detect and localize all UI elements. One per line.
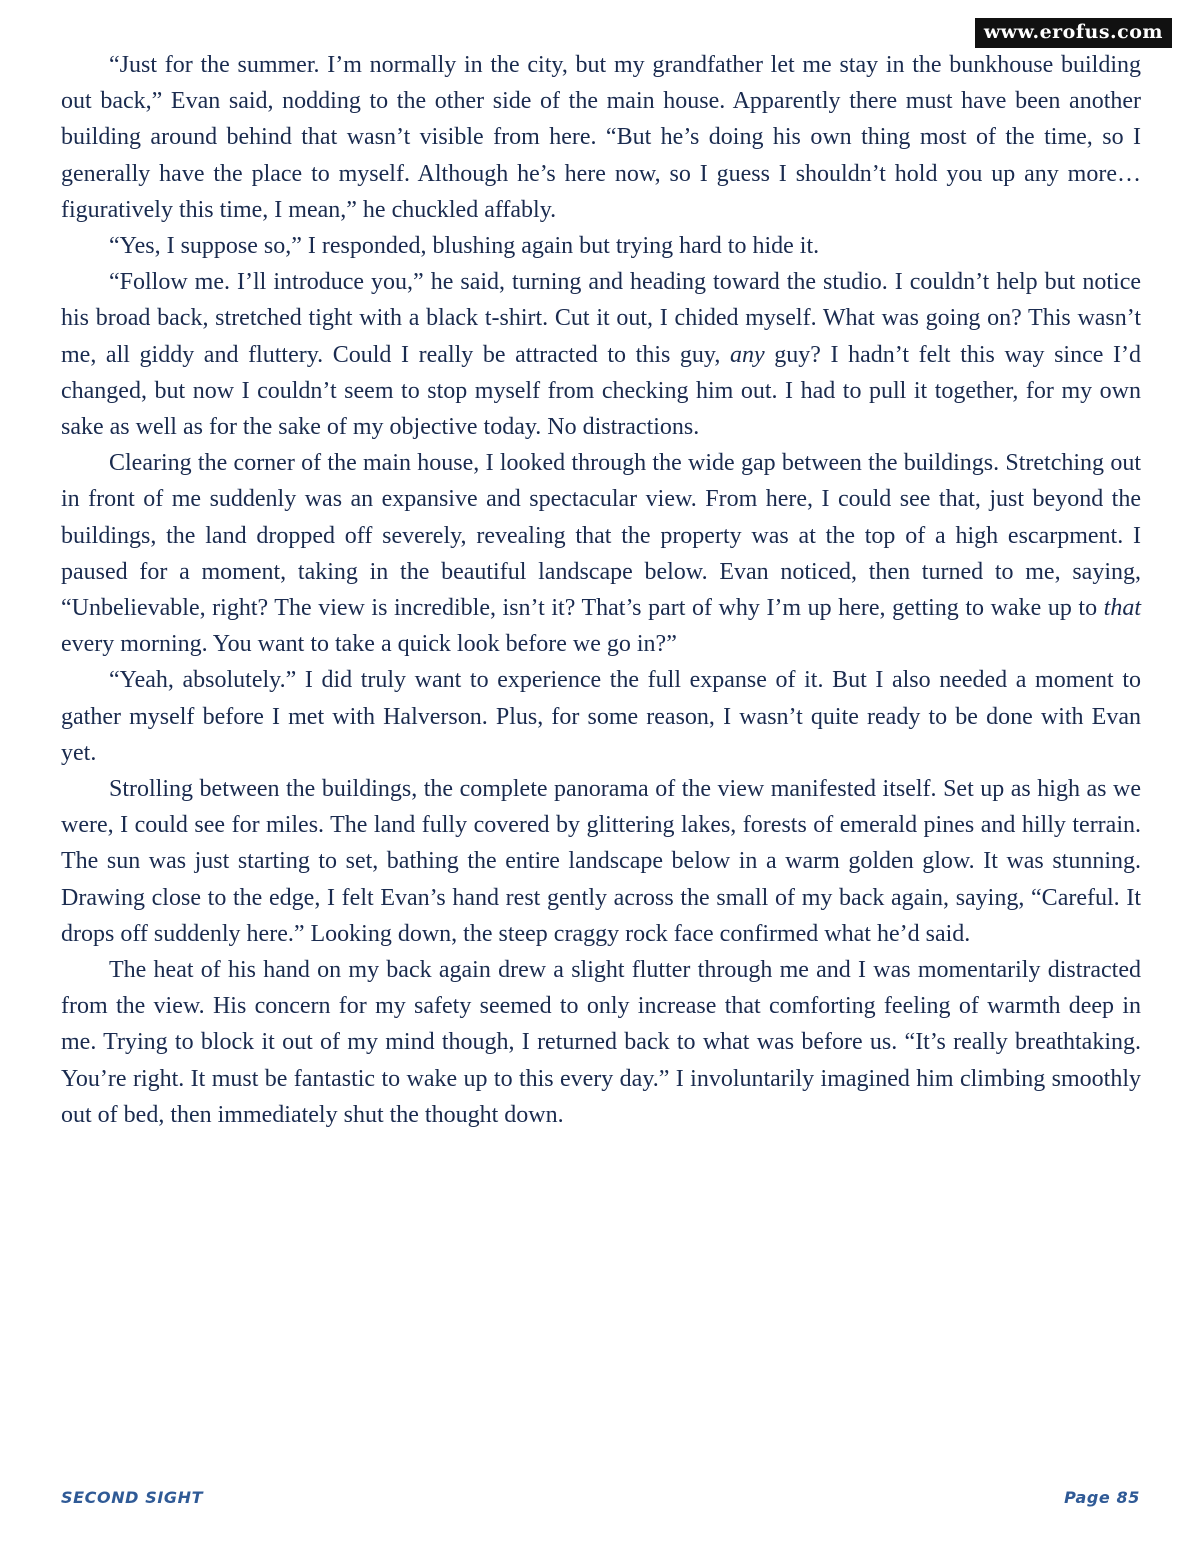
paragraph: Strolling between the buildings, the complete panorama of the view manifested itself. Set up as high as we were, I could see for miles. The land fully covered by glittering lakes, forests of emerald pines and hilly terrain. The sun was just starting to set, bathing the entire landscape below in a warm golden glow. It was stunning. Drawing close to the edge, I felt Evan’s hand rest gently across the small of my back again, saying, “Careful. It drops off suddenly here.” Looking down, the steep craggy rock face confirmed what he’d said. [61, 776, 1141, 947]
paragraph: The heat of his hand on my back again drew a slight flutter through me and I was momentarily distracted from the view. His concern for my safety seemed to only increase that comforting feeling of warmth deep in me. Trying to block it out of my mind though, I returned back to what was before us. “It’s really breathtaking. You’re right. It must be fantastic to wake up to this every day.” I involuntarily imagined him climbing smoothly out of bed, then immediately shut the thought down. [61, 957, 1141, 1128]
paragraph: “Follow me. I’ll introduce you,” he said, turning and heading toward the studio. I couldn’t help but notice his broad back, stretched tight with a black t-shirt. Cut it out, I chided myself. What was going on? This wasn’t me, all giddy and fluttery. Could I really be attracted to this guy, any guy? I hadn’t felt this way since I’d changed, but now I couldn’t seem to stop myself from checking him out. I had to pull it together, for my own sake as well as for the sake of my objective today. No distractions. [61, 269, 1141, 441]
footer-book-title: SECOND SIGHT [61, 1488, 204, 1507]
paragraph: “Yes, I suppose so,” I responded, blushing again but trying hard to hide it. [109, 233, 820, 260]
emphasis: that [1103, 595, 1141, 622]
emphasis: any [730, 341, 765, 368]
paragraph: Clearing the corner of the main house, I looked through the wide gap between the buildings. Stretching out in front of me suddenly was an expansive and spectacular view. From here, I could see that, just beyond the buildings, the land dropped off severely, revealing that the property was at the top of a high escarpment. I paused for a moment, taking in the beautiful landscape below. Evan noticed, then turned to me, saying, “Unbelievable, right? The view is incredible, isn’t it? That’s part of why I’m up here, getting to wake up to that every morning. You want to take a quick look before we go in?” [61, 450, 1141, 658]
paragraph: “Just for the summer. I’m normally in the city, but my grandfather let me stay in the bunkhouse building out back,” Evan said, nodding to the other side of the main house. Apparently there must have been another building around behind that wasn’t visible from here. “But he’s doing his own thing most of the time, so I generally have the place to myself. Although he’s here now, so I guess I shouldn’t hold you up any more… figuratively this time, I mean,” he chuckled affably. [61, 52, 1141, 223]
footer-page-number: Page 85 [1064, 1488, 1140, 1507]
watermark: www.erofus.com [975, 18, 1172, 48]
paragraph: “Yeah, absolutely.” I did truly want to experience the full expanse of it. But I also needed a moment to gather myself before I met with Halverson. Plus, for some reason, I wasn’t quite ready to be done with Evan yet. [61, 667, 1141, 766]
story-text [61, 47, 1141, 1133]
